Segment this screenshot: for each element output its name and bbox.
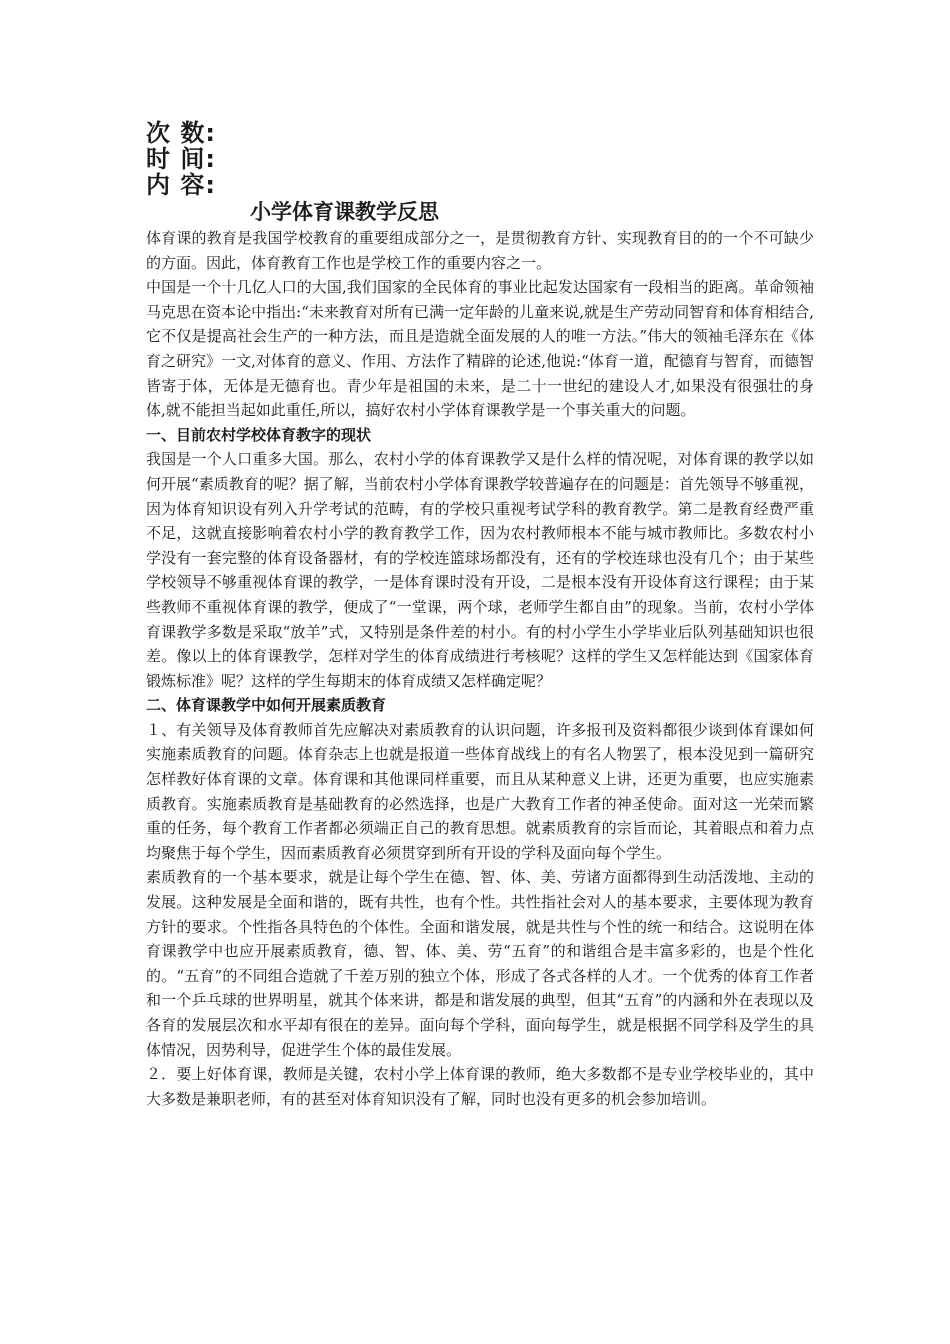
- quality-education-paragraph: 素质教育的一个基本要求，就是让每个学生在德、智、体、美、劳诸方面都得到生动活泼地、主动的发展。这种发展是全面和谐的，既有共性，也有个性。共性指社会对人的基本要求，主要体现为教育方针的要求。个性指各具特色的个体性。全面和谐发展，就是共性与个性的统一和结合。这说明在体育课教学中也应开展素质教育，德、智、体、美、劳“五育”的和谐组合是丰富多彩的，也是个性化的。“五育”的不同组合造就了千差万别的独立个体，形成了各式各样的人才。一个优秀的体育工作者和一个乒乓球的世界明星，就其个体来讲，都是和谐发展的典型，但其“五育”的内涵和外在表现以及各育的发展层次和水平却有很在的差异。面向每个学科，面向每学生，就是根据不同学科及学生的具体情况，因势利导，促进学生个体的最佳发展。: [146, 868, 814, 1059]
- section-heading-1: 一、目前农村学校体育教字的现状: [146, 425, 372, 444]
- count-label: 次 数:: [146, 119, 216, 147]
- status-paragraph: 我国是一个人口重多大国。那么，农村小学的体育课教学又是什么样的情况呢，对体育课的教学以如何开展“素质教育的呢？据了解，当前农村小学体育课教学较普遍存在的问题是：首先领导不够重视，因为体育知识设有列入升学考试的范畴，有的学校只重视考试学科的教育教学。第二是教育经费严重不足，这就直接影响着农村小学的教育教学工作，因为农村教师根本不能与城市教师比。多数农村小学没有一套完整的体育设备器材，有的学校连篮球场都没有，还有的学校连球也没有几个；由于某些学校领导不够重视体育课的教学，一是体育课时没有开设，二是根本没有开设体育这行课程；由于某些教师不重视体育课的教学，便成了“一堂课，两个球，老师学生都自由”的现象。当前，农村小学体育课教学多数是采取“放羊”式，又特别是条件差的村小。有的村小学生小学毕业后队列基础知识也很差。像以上的体育课教学，怎样对学生的体育成绩进行考核呢？这样的学生又怎样能达到《国家体育锻炼标准》呢？这样的学生每期末的体育成绩又怎样确定呢？: [146, 450, 814, 690]
- document-title: 小学体育课教学反思: [250, 200, 439, 224]
- time-label: 时 间:: [146, 145, 216, 173]
- section-heading-2: 二、体育课教学中如何开展素质教育: [146, 696, 387, 715]
- meta-labels: [146, 120, 216, 198]
- point-1-paragraph: １、有关领导及体育教师首先应解决对素质教育的认识问题，许多报刊及资料都很少谈到体育课如何实施素质教育的问题。体育杂志上也就是报道一些体育战线上的有名人物罢了，根本没见到一篇研究怎样教好体育课的文章。体育课和其他课同样重要，而且从某种意义上讲，还更为重要，也应实施素质教育。实施素质教育是基础教育的必然选择，也是广大教育工作者的神圣使命。面对这一光荣而繁重的任务，每个教育工作者都必须端正自己的教育思想。就素质教育的宗旨而论，其着眼点和着力点均聚焦于每个学生，因而素质教育必须贯穿到所有开设的学科及面向每个学生。: [146, 720, 814, 862]
- background-paragraph: 中国是一个十几亿人口的大国,我们国家的全民体育的事业比起发达国家有一段相当的距离。革命领袖马克思在资本论中指出:“未来教育对所有已满一定年龄的儿童来说,就是生产劳动同智育和体育相结合,它不仅是提高社会生产的一种方法，而且是造就全面发展的人的唯一方法。”伟大的领袖毛泽东在《体育之研究》一文,对体育的意义、作用、方法作了精辟的论述,他说:“体育一道，配德育与智育，而德智皆寄于体，无体是无德育也。青少年是祖国的未来，是二十一世纪的建设人才,如果没有很强壮的身体,就不能担当起如此重任,所以，搞好农村小学体育课教学是一个事关重大的问题。: [146, 278, 814, 420]
- document-body: [146, 226, 814, 1111]
- intro-paragraph: 体育课的教育是我国学校教育的重要组成部分之一，是贯彻教育方针、实现教育目的的一个不可缺少的方面。因此，体育教育工作也是学校工作的重要内容之一。: [146, 229, 814, 272]
- point-2-paragraph: ２．要上好体育课，教师是关键，农村小学上体育课的教师，绝大多数都不是专业学校毕业的，其中大多数是兼职老师，有的甚至对体育知识没有了解，同时也没有更多的机会参加培训。: [146, 1065, 814, 1108]
- content-label: 内 容:: [146, 171, 216, 199]
